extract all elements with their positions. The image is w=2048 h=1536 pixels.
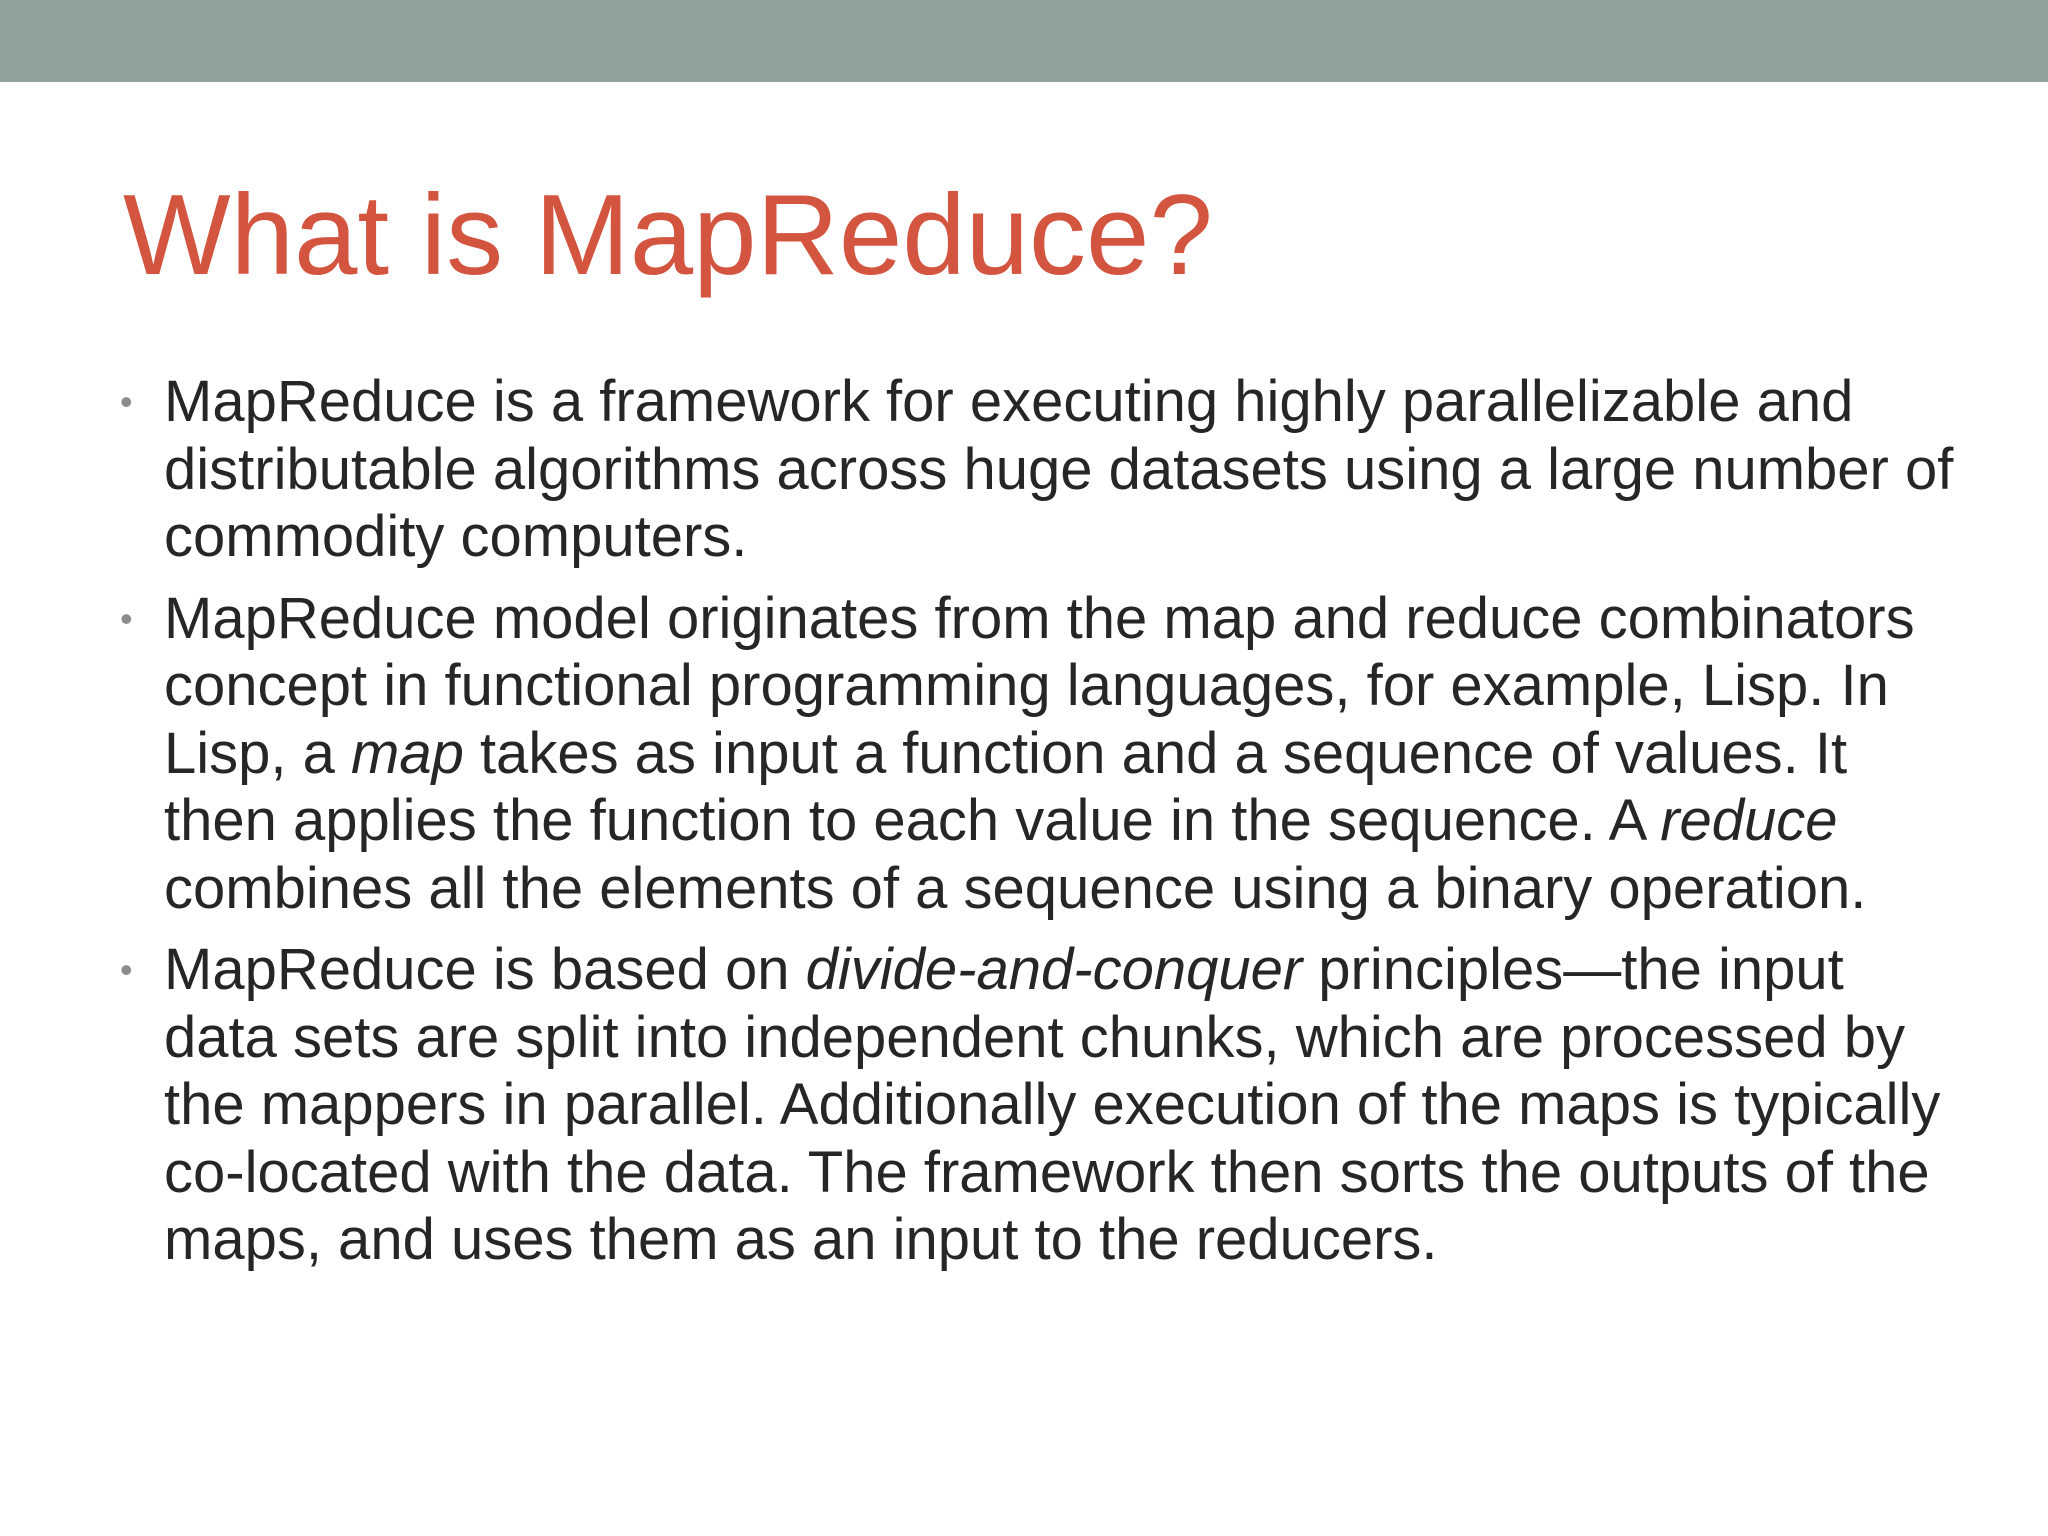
bullet-text-segment: takes as input a function and a sequence of values. It then applies the function to each value in the sequence. A — [164, 720, 1848, 853]
bullet-text-segment: MapReduce model originates from the map and reduce combinators concept in functional programming languages, for example, Lisp. In Lisp, a — [164, 585, 1915, 786]
slide-top-bar — [0, 0, 2048, 82]
emphasis-map: map — [351, 720, 464, 786]
bullet-text — [164, 586, 1915, 921]
bullet-dot-icon: • — [120, 597, 133, 639]
emphasis-divide-and-conquer: divide-and-conquer — [805, 937, 1303, 1002]
bullet-dot-icon: • — [120, 949, 133, 990]
bullet-item-origins — [120, 585, 1960, 923]
slide-title: What is MapReduce? — [123, 172, 1213, 299]
bullet-dot-icon: • — [120, 381, 133, 422]
emphasis-reduce: reduce — [1660, 788, 1838, 853]
bullet-text-segment: combines all the elements of a sequence using a binary operation. — [164, 855, 1867, 921]
bullet-text — [164, 937, 1940, 1272]
bullet-list — [120, 368, 1960, 1288]
bullet-text-segment: MapReduce is based on — [164, 937, 806, 1002]
bullet-text-segment: MapReduce is a framework for executing highly parallelizable and distributable algorithms across huge datasets using a large number of commodity computers. — [164, 369, 1954, 569]
bullet-item-framework — [120, 368, 1960, 571]
bullet-item-divide-and-conquer — [120, 936, 1960, 1274]
bullet-text — [164, 369, 1953, 569]
bullet-text-segment: principles—the input data sets are split into independent chunks, which are processed by the mappers in parallel. Additionally execution of the maps is typically co-located with the data. The framework then sorts the outputs of the maps, and uses them as an input to the reducers. — [164, 937, 1941, 1272]
